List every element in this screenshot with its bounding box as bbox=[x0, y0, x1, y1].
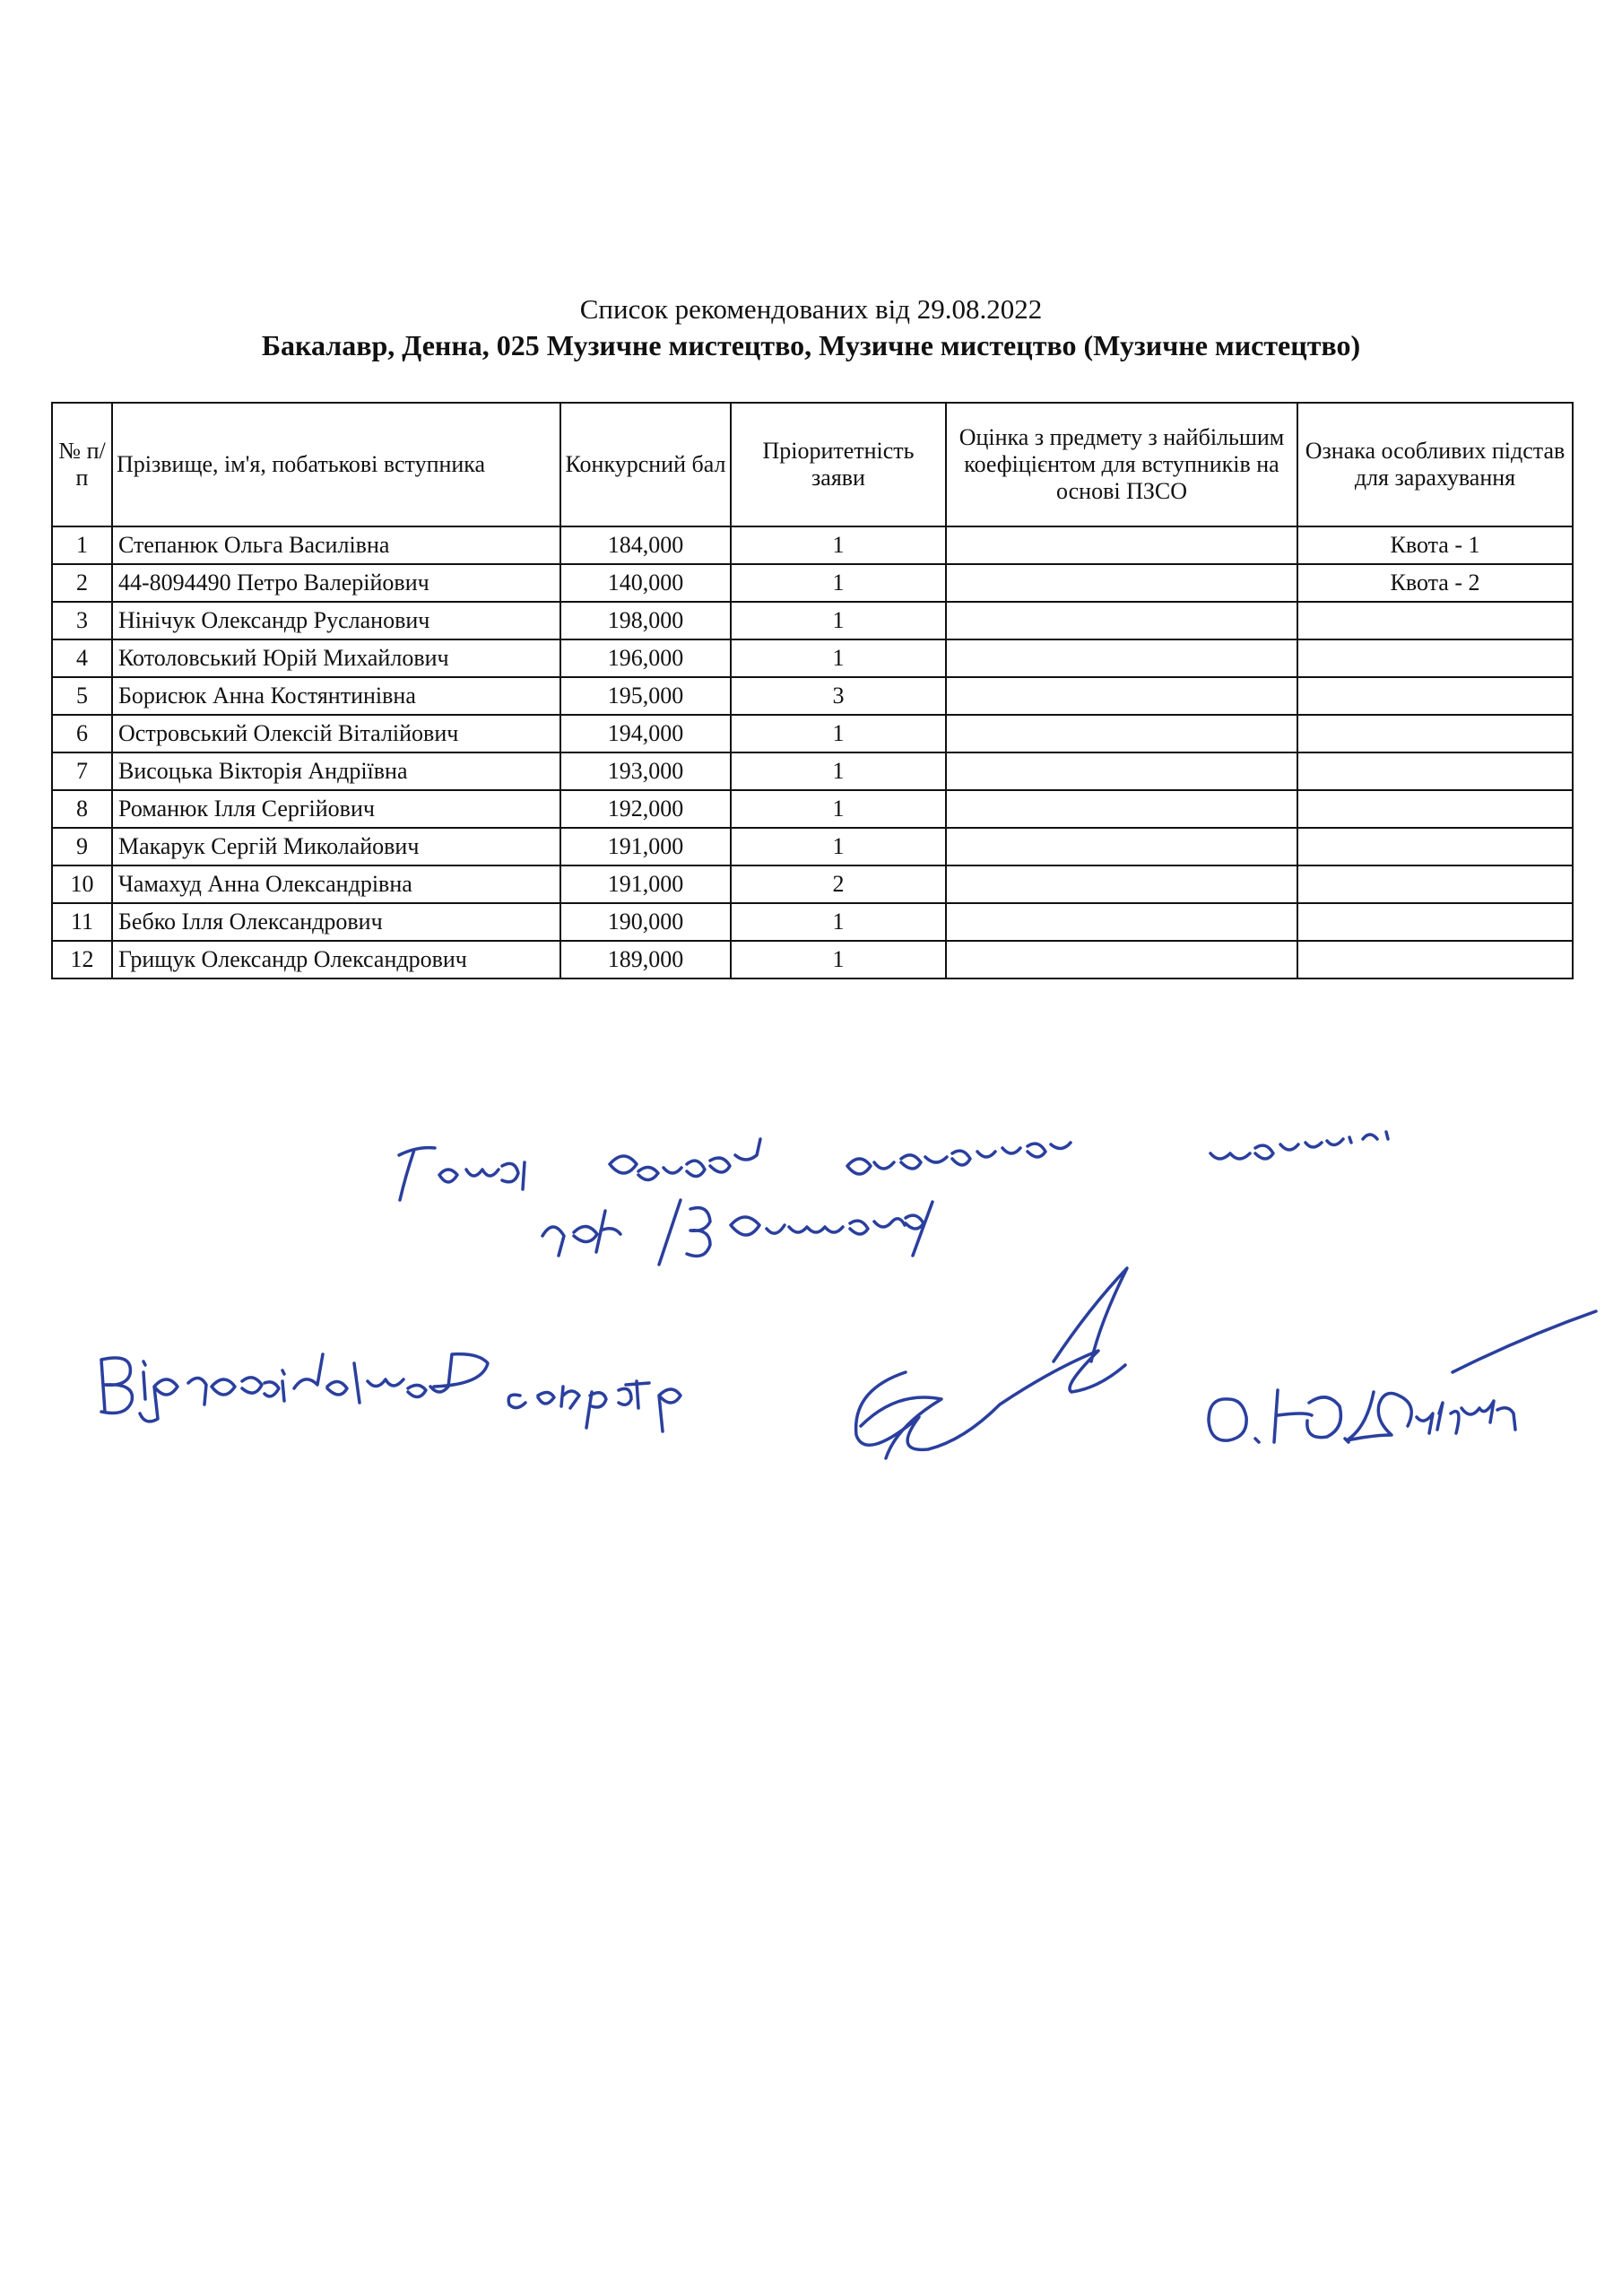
cell-subject-grade bbox=[946, 602, 1297, 639]
cell-number: 10 bbox=[52, 865, 112, 903]
cell-special-basis bbox=[1297, 828, 1573, 865]
cell-subject-grade bbox=[946, 715, 1297, 752]
table-row bbox=[52, 752, 1573, 790]
cell-special-basis bbox=[1297, 602, 1573, 639]
cell-number: 5 bbox=[52, 677, 112, 715]
cell-subject-grade bbox=[946, 752, 1297, 790]
cell-priority: 1 bbox=[731, 790, 946, 828]
cell-number: 3 bbox=[52, 602, 112, 639]
table-row bbox=[52, 602, 1573, 639]
cell-subject-grade bbox=[946, 790, 1297, 828]
cell-number: 9 bbox=[52, 828, 112, 865]
cell-name: Макарук Сергій Миколайович bbox=[112, 828, 560, 865]
cell-number: 11 bbox=[52, 903, 112, 941]
document-title: Список рекомендованих від 29.08.2022 bbox=[579, 293, 1043, 325]
cell-subject-grade bbox=[946, 941, 1297, 978]
table-row bbox=[52, 903, 1573, 941]
cell-name: Котоловський Юрій Михайлович bbox=[112, 639, 560, 677]
cell-subject-grade bbox=[946, 903, 1297, 941]
cell-special-basis bbox=[1297, 903, 1573, 941]
cell-number: 2 bbox=[52, 564, 112, 602]
table-row bbox=[52, 677, 1573, 715]
cell-score: 195,000 bbox=[560, 677, 731, 715]
cell-score: 140,000 bbox=[560, 564, 731, 602]
cell-priority: 1 bbox=[731, 828, 946, 865]
table-row bbox=[52, 865, 1573, 903]
table-row bbox=[52, 639, 1573, 677]
cell-priority: 1 bbox=[731, 715, 946, 752]
cell-priority: 2 bbox=[731, 865, 946, 903]
cell-priority: 1 bbox=[731, 526, 946, 564]
cell-score: 196,000 bbox=[560, 639, 731, 677]
cell-special-basis bbox=[1297, 752, 1573, 790]
cell-name: Чамахуд Анна Олександрівна bbox=[112, 865, 560, 903]
cell-score: 193,000 bbox=[560, 752, 731, 790]
cell-score: 189,000 bbox=[560, 941, 731, 978]
signature-area bbox=[0, 1076, 1622, 1543]
cell-score: 184,000 bbox=[560, 526, 731, 564]
handwritten-signatures-image bbox=[0, 1076, 1622, 1543]
table-header-row bbox=[52, 403, 1573, 526]
table-row bbox=[52, 715, 1573, 752]
cell-special-basis bbox=[1297, 715, 1573, 752]
cell-special-basis bbox=[1297, 639, 1573, 677]
cell-number: 12 bbox=[52, 941, 112, 978]
col-header-score: Конкурсний бал bbox=[560, 403, 731, 526]
cell-score: 191,000 bbox=[560, 828, 731, 865]
cell-score: 190,000 bbox=[560, 903, 731, 941]
cell-score: 192,000 bbox=[560, 790, 731, 828]
cell-priority: 1 bbox=[731, 903, 946, 941]
col-header-subject-grade: Оцінка з предмету з найбільшим коефіцієнтом для вступників на основі ПЗСО bbox=[946, 403, 1297, 526]
col-header-name: Прізвище, ім'я, побатькові вступника bbox=[112, 403, 560, 526]
cell-special-basis bbox=[1297, 941, 1573, 978]
cell-priority: 1 bbox=[731, 602, 946, 639]
table-row bbox=[52, 941, 1573, 978]
cell-name: Островський Олексій Віталійович bbox=[112, 715, 560, 752]
col-header-special-basis: Ознака особливих підстав для зарахування bbox=[1297, 403, 1573, 526]
cell-name: Висоцька Вікторія Андріївна bbox=[112, 752, 560, 790]
table-row bbox=[52, 828, 1573, 865]
cell-number: 4 bbox=[52, 639, 112, 677]
document-subtitle: Бакалавр, Денна, 025 Музичне мистецтво, Музичне мистецтво (Музичне мистецтво) bbox=[261, 329, 1361, 361]
cell-number: 6 bbox=[52, 715, 112, 752]
cell-name: Романюк Ілля Сергійович bbox=[112, 790, 560, 828]
cell-score: 194,000 bbox=[560, 715, 731, 752]
cell-priority: 1 bbox=[731, 639, 946, 677]
cell-priority: 1 bbox=[731, 564, 946, 602]
cell-number: 8 bbox=[52, 790, 112, 828]
cell-name: Грищук Олександр Олександрович bbox=[112, 941, 560, 978]
recommended-list-table bbox=[51, 402, 1574, 979]
cell-subject-grade bbox=[946, 677, 1297, 715]
cell-special-basis bbox=[1297, 865, 1573, 903]
cell-subject-grade bbox=[946, 828, 1297, 865]
cell-score: 198,000 bbox=[560, 602, 731, 639]
table-row bbox=[52, 564, 1573, 602]
cell-number: 1 bbox=[52, 526, 112, 564]
col-header-number: № п/п bbox=[52, 403, 112, 526]
cell-name: 44-8094490 Петро Валерійович bbox=[112, 564, 560, 602]
cell-priority: 3 bbox=[731, 677, 946, 715]
table-body bbox=[52, 526, 1573, 978]
table-row bbox=[52, 790, 1573, 828]
cell-name: Нінічук Олександр Русланович bbox=[112, 602, 560, 639]
cell-special-basis bbox=[1297, 790, 1573, 828]
cell-priority: 1 bbox=[731, 941, 946, 978]
cell-subject-grade bbox=[946, 639, 1297, 677]
cell-name: Бебко Ілля Олександрович bbox=[112, 903, 560, 941]
table-row bbox=[52, 526, 1573, 564]
cell-subject-grade bbox=[946, 865, 1297, 903]
cell-name: Борисюк Анна Костянтинівна bbox=[112, 677, 560, 715]
col-header-priority: Пріоритетність заяви bbox=[731, 403, 946, 526]
cell-number: 7 bbox=[52, 752, 112, 790]
cell-subject-grade bbox=[946, 564, 1297, 602]
cell-score: 191,000 bbox=[560, 865, 731, 903]
cell-special-basis: Квота - 2 bbox=[1297, 564, 1573, 602]
cell-subject-grade bbox=[946, 526, 1297, 564]
cell-name: Степанюк Ольга Василівна bbox=[112, 526, 560, 564]
cell-special-basis bbox=[1297, 677, 1573, 715]
cell-special-basis: Квота - 1 bbox=[1297, 526, 1573, 564]
cell-priority: 1 bbox=[731, 752, 946, 790]
